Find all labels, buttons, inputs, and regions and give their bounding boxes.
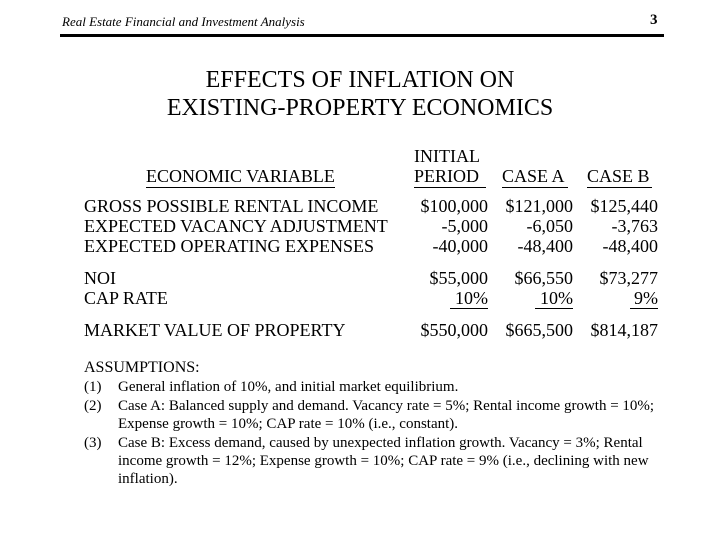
slide-title-line-1: EFFECTS OF INFLATION ON [205,67,515,93]
header-underline-initial [414,187,486,188]
cell-case-a: 10% [540,288,573,308]
cap-rate-underline-case-a [535,308,573,309]
slide-title-line-2: EXISTING-PROPERTY ECONOMICS [166,95,554,121]
cell-case-b: $814,187 [590,320,658,340]
cell-case-a: $66,550 [514,268,573,288]
assumption-text: General inflation of 10%, and initial market equilibrium. [118,379,459,395]
assumptions-title: ASSUMPTIONS: [84,359,200,376]
cell-initial: 10% [455,288,488,308]
header-underline-case-a [502,187,568,188]
cell-initial: $100,000 [420,196,488,216]
cell-case-a: $121,000 [505,196,573,216]
header-case-a: CASE A [502,166,565,186]
assumption-item [84,378,664,396]
assumption-text: Case B: Excess demand, caused by unexpected inflation growth. Vacancy = 3%; Rental income growth = 12%; Expense growth = 10%; CAP rate = 9% (i.e., declining with new inflation). [118,435,649,487]
page-number: 3 [650,12,658,28]
cap-rate-underline-case-b [630,308,658,309]
header-underline-variable [146,187,335,188]
cell-case-a: $665,500 [505,320,573,340]
cell-case-b: -48,400 [602,236,658,256]
header-underline-case-b [587,187,652,188]
assumption-text: Case A: Balanced supply and demand. Vacancy rate = 5%; Rental income growth = 10%; Expense growth = 10%; CAP rate = 10% (i.e., constant). [118,398,655,432]
cap-rate-underline-initial [450,308,488,309]
assumption-item [84,397,664,433]
row-label: EXPECTED VACANCY ADJUSTMENT [84,216,388,236]
header-case-b: CASE B [587,166,650,186]
row-label: EXPECTED OPERATING EXPENSES [84,236,375,256]
header-initial-line-2: PERIOD [414,166,480,186]
assumption-number: (1) [84,379,102,395]
assumption-item [84,434,664,488]
cell-case-b: $73,277 [599,268,658,288]
header-initial-line-1: INITIAL [414,146,480,166]
header-economic-variable: ECONOMIC VARIABLE [146,166,335,186]
cell-case-b: $125,440 [590,196,658,216]
cell-case-a: -6,050 [526,216,573,236]
header-title: Real Estate Financial and Investment Analysis [62,14,305,29]
row-label: MARKET VALUE OF PROPERTY [84,320,346,340]
row-label: GROSS POSSIBLE RENTAL INCOME [84,196,379,216]
assumption-number: (2) [84,398,102,414]
cell-case-a: -48,400 [517,236,573,256]
cell-case-b: 9% [634,288,658,308]
assumption-number: (3) [84,435,102,451]
cell-initial: -5,000 [441,216,488,236]
cell-case-b: -3,763 [611,216,658,236]
cell-initial: $55,000 [429,268,488,288]
cell-initial: $550,000 [420,320,488,340]
row-label: CAP RATE [84,288,168,308]
row-label: NOI [84,268,116,288]
cell-initial: -40,000 [432,236,488,256]
